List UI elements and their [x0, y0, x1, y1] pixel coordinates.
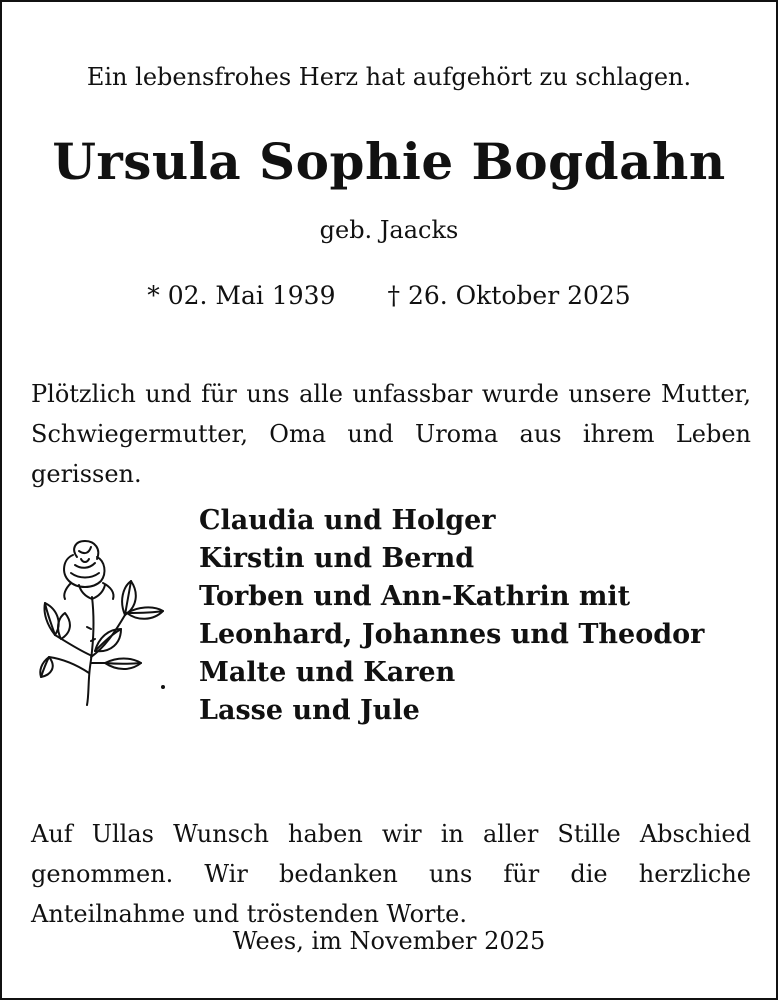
intro-line: Ein lebensfrohes Herz hat aufgehört zu schlagen.: [86, 63, 692, 91]
life-dates: [2, 278, 776, 314]
mourner-item: Leonhard, Johannes und Theodor: [199, 619, 705, 650]
death-date: † 26. Oktober 2025: [387, 281, 631, 310]
maiden-name: geb. Jaacks: [319, 216, 459, 244]
mourner-item: Kirstin und Bernd: [199, 543, 475, 574]
closing-paragraph: Auf Ullas Wunsch haben wir in aller Stille Abschied genommen. Wir bedanken uns für die herzliche Anteilnahme und tröstenden Worte.: [31, 820, 751, 928]
mourner-item: Lasse und Jule: [199, 695, 420, 726]
birth-date: * 02. Mai 1939: [147, 281, 336, 310]
message-paragraph: Plötzlich und für uns alle unfassbar wurde unsere Mutter, Schwiegermutter, Oma und Uroma aus ihrem Leben gerissen.: [31, 380, 751, 488]
rose-icon: [35, 537, 170, 712]
mourner-item: Malte und Karen: [199, 657, 456, 688]
place-and-date: Wees, im November 2025: [232, 927, 546, 955]
mourners-list: [199, 502, 704, 730]
mourner-item: Claudia und Holger: [199, 505, 496, 536]
mourner-item: Torben und Ann-Kathrin mit: [199, 581, 631, 612]
deceased-name: Ursula Sophie Bogdahn: [52, 132, 726, 191]
